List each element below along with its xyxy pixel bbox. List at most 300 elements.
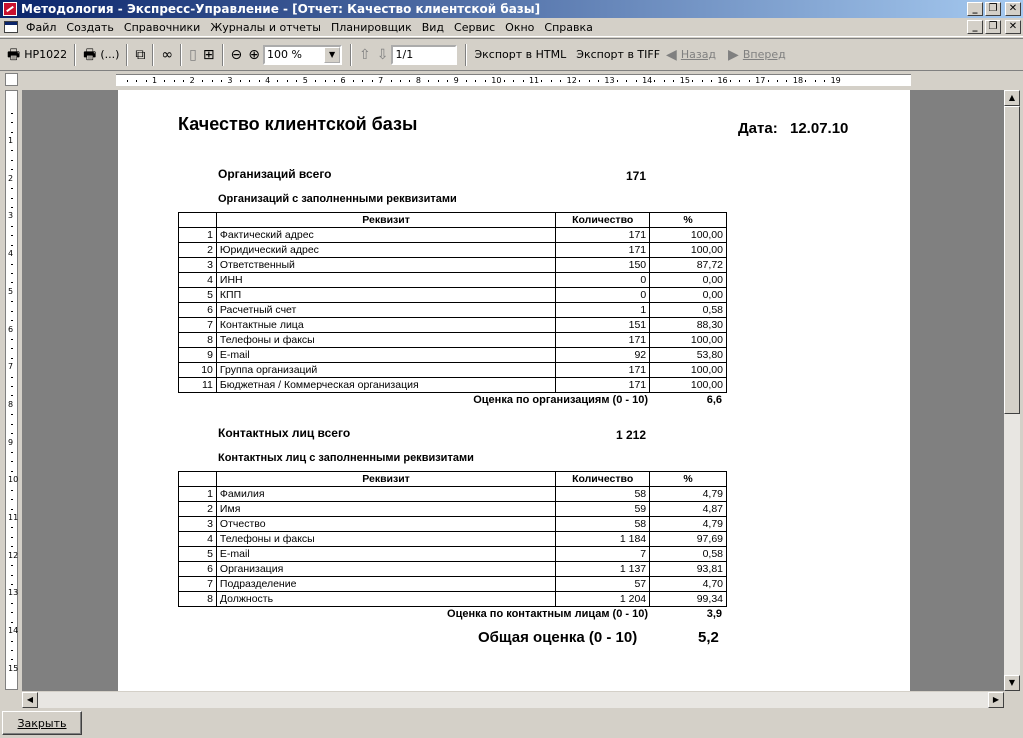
ruler-tick: [11, 358, 13, 359]
menu-help[interactable]: Справка: [544, 20, 593, 34]
ruler-tick: [11, 207, 13, 208]
orgs-total-value: 171: [626, 169, 647, 183]
orgs-total-label: Организаций всего: [218, 167, 332, 181]
table-row: [179, 303, 727, 318]
requisite-name: Юридический адрес: [216, 243, 555, 258]
ruler-tick: [598, 80, 599, 82]
row-number: 4: [179, 273, 217, 288]
scroll-up-icon[interactable]: ▲: [1004, 90, 1020, 106]
quantity-cell: 171: [556, 333, 650, 348]
ruler-tick: [11, 499, 13, 500]
row-number: 10: [179, 363, 217, 378]
percent-cell: 4,87: [650, 502, 727, 517]
percent-cell: 100,00: [650, 243, 727, 258]
ruler-tick: [183, 80, 184, 82]
row-number: 7: [179, 577, 217, 592]
quantity-cell: 0: [556, 273, 650, 288]
ruler-tick: [287, 80, 288, 82]
title-bar: [0, 0, 1023, 18]
ruler-label: 6: [340, 76, 346, 85]
ruler-label: 3: [227, 76, 233, 85]
one-page-button[interactable]: [186, 44, 200, 66]
child-restore-icon[interactable]: ❐: [985, 20, 1001, 34]
scroll-thumb[interactable]: [1004, 106, 1020, 414]
ruler-tick: [447, 80, 448, 82]
table-row: [179, 487, 727, 502]
menu-bar: [0, 18, 1023, 37]
requisite-name: Телефоны и факсы: [216, 532, 555, 547]
ruler-tick: [296, 80, 297, 82]
ruler-tick: [11, 452, 13, 453]
page-number-input[interactable]: 1/1: [391, 45, 457, 65]
percent-cell: 0,00: [650, 273, 727, 288]
ruler-tick: [617, 80, 618, 82]
separator: [126, 44, 128, 66]
ruler-tick: [11, 348, 13, 349]
ruler-tick: [428, 80, 429, 82]
chevron-down-icon[interactable]: ▼: [324, 47, 340, 63]
page-down-button[interactable]: [374, 44, 392, 66]
table-row: [179, 532, 727, 547]
quantity-cell: 171: [556, 363, 650, 378]
percent-cell: 97,69: [650, 532, 727, 547]
window-title: Методология - Экспресс-Управление - [Отчет: Качество клиентской базы]: [21, 2, 541, 16]
orgs-table-body: [179, 228, 727, 393]
zoom-in-button[interactable]: [245, 44, 263, 66]
percent-cell: 99,34: [650, 592, 727, 607]
requisite-name: КПП: [216, 288, 555, 303]
table-row: [179, 273, 727, 288]
ruler-tick: [673, 80, 674, 82]
ruler-tick: [11, 339, 13, 340]
forward-label: Вперед: [742, 48, 786, 61]
table-row: [179, 258, 727, 273]
ruler-tick: [504, 80, 505, 82]
scroll-left-icon[interactable]: ◀: [22, 692, 38, 708]
ruler-corner: [5, 73, 18, 86]
ruler-tick: [221, 80, 222, 82]
document-icon[interactable]: [4, 21, 18, 33]
ruler-tick: [11, 622, 13, 623]
table-header-pct: %: [650, 472, 727, 487]
ruler-tick: [786, 80, 787, 82]
ruler-tick: [438, 80, 439, 82]
row-number: 2: [179, 243, 217, 258]
ruler-tick: [11, 311, 13, 312]
scrollbar-corner: [1004, 692, 1020, 708]
ruler-tick: [11, 509, 13, 510]
row-number: 3: [179, 258, 217, 273]
ruler-tick: [11, 122, 13, 123]
close-icon[interactable]: ✕: [1005, 2, 1021, 16]
ruler-tick: [325, 80, 326, 82]
table-row: [179, 547, 727, 562]
ruler-tick: [11, 235, 13, 236]
scroll-right-icon[interactable]: ▶: [988, 692, 1004, 708]
close-button-label: Закрыть: [17, 716, 67, 730]
zoom-value: 100 %: [267, 48, 302, 61]
binoculars-icon: ∞: [161, 46, 174, 63]
export-tiff-button[interactable]: Экспорт в TIFF: [576, 48, 661, 61]
ruler-label: 9: [453, 76, 459, 85]
ruler-tick: [11, 641, 13, 642]
ruler-tick: [11, 433, 13, 434]
back-button[interactable]: [663, 44, 719, 66]
contacts-total-value: 1 212: [616, 428, 647, 442]
orgs-table: [178, 212, 727, 393]
ruler-label: 1: [8, 136, 14, 145]
ruler-tick: [11, 132, 13, 133]
requisite-name: Расчетный счет: [216, 303, 555, 318]
quantity-cell: 92: [556, 348, 650, 363]
ruler-label: 19: [830, 76, 841, 85]
ruler-label: 2: [189, 76, 195, 85]
quantity-cell: 171: [556, 243, 650, 258]
forward-button[interactable]: [725, 44, 789, 66]
table-header-num: [179, 213, 217, 228]
ruler-label: 16: [717, 76, 728, 85]
quantity-cell: 7: [556, 547, 650, 562]
ruler-tick: [11, 226, 13, 227]
requisite-name: E-mail: [216, 547, 555, 562]
menu-create[interactable]: Создать: [66, 20, 114, 34]
arrow-up-icon: ⇧: [359, 46, 371, 63]
ruler-label: 11: [8, 513, 19, 522]
percent-cell: 87,72: [650, 258, 727, 273]
overall-score: 5,2: [698, 629, 719, 646]
ruler-tick: [824, 80, 825, 82]
percent-cell: 4,70: [650, 577, 727, 592]
restore-icon[interactable]: ❐: [985, 2, 1001, 16]
ruler-label: 8: [8, 399, 14, 409]
table-header-num: [179, 472, 217, 487]
requisite-name: Должность: [216, 592, 555, 607]
row-number: 11: [179, 378, 217, 393]
ruler-tick: [391, 80, 392, 82]
requisite-name: Отчество: [216, 517, 555, 532]
table-row: [179, 502, 727, 517]
quantity-cell: 58: [556, 517, 650, 532]
table-row: [179, 378, 727, 393]
menu-references[interactable]: Справочники: [123, 20, 201, 34]
ruler-tick: [11, 659, 13, 660]
table-header-qty: Количество: [556, 213, 650, 228]
row-number: 2: [179, 502, 217, 517]
ruler-tick: [739, 80, 740, 82]
ruler-label: 13: [604, 76, 615, 85]
orgs-score: 6,6: [706, 394, 722, 406]
ruler-tick: [409, 80, 410, 82]
menu-view[interactable]: Вид: [421, 20, 445, 34]
vertical-scrollbar[interactable]: [1004, 90, 1020, 691]
ruler-tick: [11, 160, 13, 161]
quantity-cell: 1: [556, 303, 650, 318]
ruler-tick: [11, 537, 13, 538]
ruler-tick: [146, 80, 147, 82]
report-date: 12.07.10: [790, 120, 849, 137]
separator: [222, 44, 224, 66]
ruler-tick: [513, 80, 514, 82]
separator: [152, 44, 154, 66]
row-number: 4: [179, 532, 217, 547]
contacts-filled-label: Контактных лиц с заполненными реквизитами: [218, 452, 474, 464]
ruler-tick: [11, 113, 13, 114]
ruler-tick: [11, 461, 13, 462]
orgs-filled-label: Организаций с заполненными реквизитами: [218, 193, 457, 205]
separator: [350, 44, 352, 66]
overall-score-label: Общая оценка (0 - 10): [478, 629, 638, 646]
table-row: [179, 243, 727, 258]
percent-cell: 93,81: [650, 562, 727, 577]
ruler-tick: [11, 527, 13, 528]
menu-scheduler[interactable]: Планировщик: [330, 20, 412, 34]
percent-cell: 88,30: [650, 318, 727, 333]
contacts-score: 3,9: [706, 608, 722, 620]
ruler-tick: [240, 80, 241, 82]
back-label: Назад: [680, 48, 717, 61]
table-row: [179, 333, 727, 348]
ruler-tick: [11, 169, 13, 170]
find-button[interactable]: [158, 44, 176, 66]
ruler-tick: [579, 80, 580, 82]
ruler-tick: [11, 395, 13, 396]
ruler-tick: [372, 80, 373, 82]
ruler-tick: [730, 80, 731, 82]
report-date-label: Дата:: [738, 120, 778, 137]
table-row: [179, 348, 727, 363]
quantity-cell: 58: [556, 487, 650, 502]
ruler-label: 14: [8, 626, 19, 636]
ruler-tick: [11, 603, 13, 604]
ruler-label: 4: [265, 76, 271, 85]
grid-icon: ⊞: [202, 46, 215, 63]
ruler-tick: [11, 282, 13, 283]
ruler-tick: [164, 80, 165, 82]
ruler-label: 15: [8, 663, 19, 673]
requisite-name: Фамилия: [216, 487, 555, 502]
ruler-tick: [11, 650, 13, 651]
ruler-tick: [466, 80, 467, 82]
report-page: [118, 90, 910, 691]
zoom-select[interactable]: [263, 45, 342, 65]
scroll-down-icon[interactable]: ▼: [1004, 675, 1020, 691]
ruler-tick: [11, 424, 13, 425]
printer-icon: 🖶: [83, 46, 97, 63]
child-minimize-icon[interactable]: _: [967, 20, 983, 34]
print-button[interactable]: [4, 44, 70, 66]
ruler-tick: [560, 80, 561, 82]
quantity-cell: 150: [556, 258, 650, 273]
contacts-table: [178, 471, 727, 607]
percent-cell: 0,58: [650, 547, 727, 562]
ruler-tick: [11, 150, 13, 151]
quantity-cell: 0: [556, 288, 650, 303]
row-number: 9: [179, 348, 217, 363]
ruler-tick: [711, 80, 712, 82]
table-row: [179, 562, 727, 577]
requisite-name: Имя: [216, 502, 555, 517]
menu-file[interactable]: Файл: [26, 20, 57, 34]
copy-button[interactable]: [132, 44, 148, 66]
page-up-button[interactable]: [356, 44, 374, 66]
back-arrow-icon: ◀: [666, 46, 677, 63]
toolbar: [0, 38, 1023, 71]
table-row: [179, 288, 727, 303]
requisite-name: Бюджетная / Коммерческая организация: [216, 378, 555, 393]
export-html-button[interactable]: Экспорт в HTML: [474, 48, 567, 61]
row-number: 6: [179, 562, 217, 577]
ruler-label: 6: [8, 324, 14, 334]
ruler-tick: [249, 80, 250, 82]
ruler-tick: [664, 80, 665, 82]
ruler-tick: [362, 80, 363, 82]
table-row: [179, 318, 727, 333]
contacts-total-label: Контактных лиц всего: [218, 426, 351, 440]
contacts-score-label: Оценка по контактным лицам (0 - 10): [447, 608, 648, 620]
quantity-cell: 1 184: [556, 532, 650, 547]
ruler-tick: [702, 80, 703, 82]
ruler-tick: [11, 320, 13, 321]
requisite-name: Организация: [216, 562, 555, 577]
ruler-label: 15: [679, 76, 690, 85]
ruler-tick: [11, 546, 13, 547]
printer-icon: 🖶: [7, 46, 21, 63]
minimize-icon[interactable]: _: [967, 2, 983, 16]
ruler-tick: [768, 80, 769, 82]
ruler-tick: [805, 80, 806, 82]
row-number: 5: [179, 288, 217, 303]
quantity-cell: 151: [556, 318, 650, 333]
report-viewport[interactable]: [22, 90, 1004, 691]
print-dialog-button[interactable]: [80, 44, 122, 66]
ruler-label: 8: [415, 76, 421, 85]
forward-arrow-icon: ▶: [728, 46, 739, 63]
ruler-label: 12: [8, 550, 19, 560]
separator: [465, 44, 467, 66]
percent-cell: 100,00: [650, 378, 727, 393]
multi-page-button[interactable]: [200, 44, 218, 66]
quantity-cell: 1 204: [556, 592, 650, 607]
ruler-label: 7: [8, 362, 14, 372]
print-dialog-label: (...): [100, 48, 120, 61]
requisite-name: Контактные лица: [216, 318, 555, 333]
row-number: 3: [179, 517, 217, 532]
menu-window[interactable]: Окно: [505, 20, 535, 34]
percent-cell: 100,00: [650, 333, 727, 348]
ruler-label: 9: [8, 437, 14, 447]
ruler-tick: [749, 80, 750, 82]
table-row: [179, 363, 727, 378]
ruler-tick: [353, 80, 354, 82]
ruler-label: 13: [8, 588, 19, 598]
ruler-label: 5: [8, 286, 14, 296]
ruler-tick: [11, 264, 13, 265]
ruler-tick: [11, 188, 13, 189]
ruler-tick: [212, 80, 213, 82]
row-number: 1: [179, 487, 217, 502]
menu-service[interactable]: Сервис: [454, 20, 496, 34]
requisite-name: ИНН: [216, 273, 555, 288]
row-number: 6: [179, 303, 217, 318]
percent-cell: 0,00: [650, 288, 727, 303]
percent-cell: 0,58: [650, 303, 727, 318]
separator: [180, 44, 182, 66]
close-button[interactable]: [2, 711, 82, 735]
ruler-tick: [777, 80, 778, 82]
ruler-label: 10: [491, 76, 502, 85]
ruler-tick: [11, 386, 13, 387]
table-row: [179, 228, 727, 243]
ruler-tick: [11, 273, 13, 274]
table-header-qty: Количество: [556, 472, 650, 487]
ruler-tick: [11, 565, 13, 566]
requisite-name: E-mail: [216, 348, 555, 363]
contacts-table-body: [179, 487, 727, 607]
requisite-name: Фактический адрес: [216, 228, 555, 243]
zoom-out-icon: ⊖: [230, 46, 243, 63]
ruler-tick: [136, 80, 137, 82]
quantity-cell: 57: [556, 577, 650, 592]
ruler-tick: [11, 490, 13, 491]
ruler-tick: [11, 377, 13, 378]
horizontal-scrollbar[interactable]: [22, 692, 1004, 708]
child-close-icon[interactable]: ✕: [1005, 20, 1021, 34]
table-row: [179, 592, 727, 607]
ruler-label: 4: [8, 249, 14, 259]
ruler-tick: [11, 471, 13, 472]
requisite-name: Телефоны и факсы: [216, 333, 555, 348]
percent-cell: 4,79: [650, 517, 727, 532]
percent-cell: 53,80: [650, 348, 727, 363]
separator: [74, 44, 76, 66]
single-page-icon: ▯: [189, 46, 197, 63]
ruler-tick: [11, 612, 13, 613]
ruler-tick: [11, 584, 13, 585]
ruler-label: 17: [755, 76, 766, 85]
ruler-tick: [815, 80, 816, 82]
ruler-tick: [334, 80, 335, 82]
requisite-name: Группа организаций: [216, 363, 555, 378]
percent-cell: 100,00: [650, 363, 727, 378]
quantity-cell: 59: [556, 502, 650, 517]
quantity-cell: 1 137: [556, 562, 650, 577]
ruler-label: 1: [151, 76, 158, 85]
ruler-tick: [541, 80, 542, 82]
ruler-label: 11: [528, 76, 540, 85]
printer-name: HP1022: [24, 48, 68, 61]
zoom-out-button[interactable]: [228, 44, 246, 66]
percent-cell: 100,00: [650, 228, 727, 243]
menu-journals[interactable]: Журналы и отчеты: [210, 20, 321, 34]
ruler-label: 14: [642, 76, 653, 85]
table-row: [179, 577, 727, 592]
horizontal-ruler: [116, 74, 911, 86]
ruler-tick: [11, 301, 13, 302]
ruler-tick: [523, 80, 524, 82]
copy-icon: ⧉: [135, 46, 146, 63]
ruler-label: 10: [8, 475, 19, 485]
ruler-tick: [11, 198, 13, 199]
ruler-tick: [589, 80, 590, 82]
row-number: 1: [179, 228, 217, 243]
ruler-tick: [11, 575, 13, 576]
ruler-tick: [654, 80, 655, 82]
ruler-tick: [551, 80, 552, 82]
ruler-label: 2: [8, 173, 14, 183]
row-number: 5: [179, 547, 217, 562]
ruler-label: 18: [792, 76, 804, 85]
orgs-score-label: Оценка по организациям (0 - 10): [473, 394, 648, 406]
